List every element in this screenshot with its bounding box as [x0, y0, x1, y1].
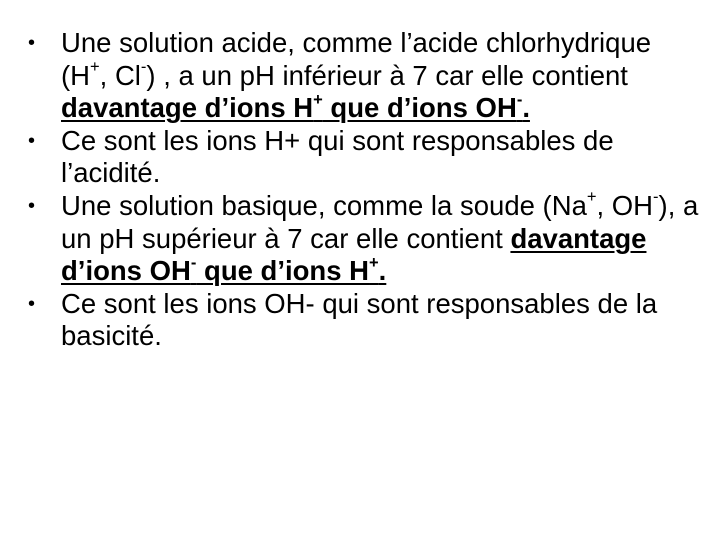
- keyword-acide: acide: [221, 27, 288, 58]
- superscript: +: [313, 90, 323, 109]
- text: Ce sont les ions OH- qui sont responsables de la basicité.: [61, 287, 658, 352]
- text: davantage d’ions OH: [61, 222, 647, 287]
- bullet-acid-solution: [24, 27, 700, 125]
- text: que d’ions OH: [322, 92, 517, 124]
- text: Une solution: [61, 27, 222, 58]
- superscript: -: [190, 253, 197, 272]
- bullet-list: [24, 27, 700, 353]
- text: ), a un pH supérieur à 7 car elle contient: [61, 189, 699, 254]
- emphasis-underlined: [61, 92, 530, 123]
- bullet-h-ions: [24, 125, 700, 190]
- bullet-oh-ions: [24, 288, 700, 353]
- superscript: -: [653, 188, 659, 207]
- superscript: -: [516, 90, 523, 109]
- text: Ce sont les ions H+ qui sont responsables de l’acidité.: [61, 124, 614, 189]
- text: ) , a un pH inférieur à 7 car elle contient: [146, 59, 628, 91]
- superscript: +: [586, 188, 597, 207]
- text: que d’ions H: [196, 255, 370, 287]
- superscript: +: [90, 57, 100, 76]
- keyword-basique: basique: [221, 189, 318, 221]
- bullet-dot-icon: •: [28, 194, 36, 217]
- bullet-dot-icon: •: [28, 129, 36, 152]
- text: , Cl: [99, 59, 141, 91]
- text: Une solution: [61, 189, 222, 221]
- superscript: -: [140, 57, 147, 76]
- bullet-dot-icon: •: [28, 32, 36, 54]
- text: , comme l’acide chlorhydrique (H: [61, 27, 652, 91]
- bullet-dot-icon: •: [28, 292, 36, 315]
- text: .: [378, 255, 387, 287]
- text: .: [522, 92, 530, 124]
- superscript: +: [369, 253, 379, 272]
- bullet-basic-solution: [24, 190, 700, 288]
- text: , comme la soude (Na: [317, 189, 587, 221]
- text: , OH: [596, 189, 654, 221]
- text: davantage d’ions H: [61, 92, 314, 124]
